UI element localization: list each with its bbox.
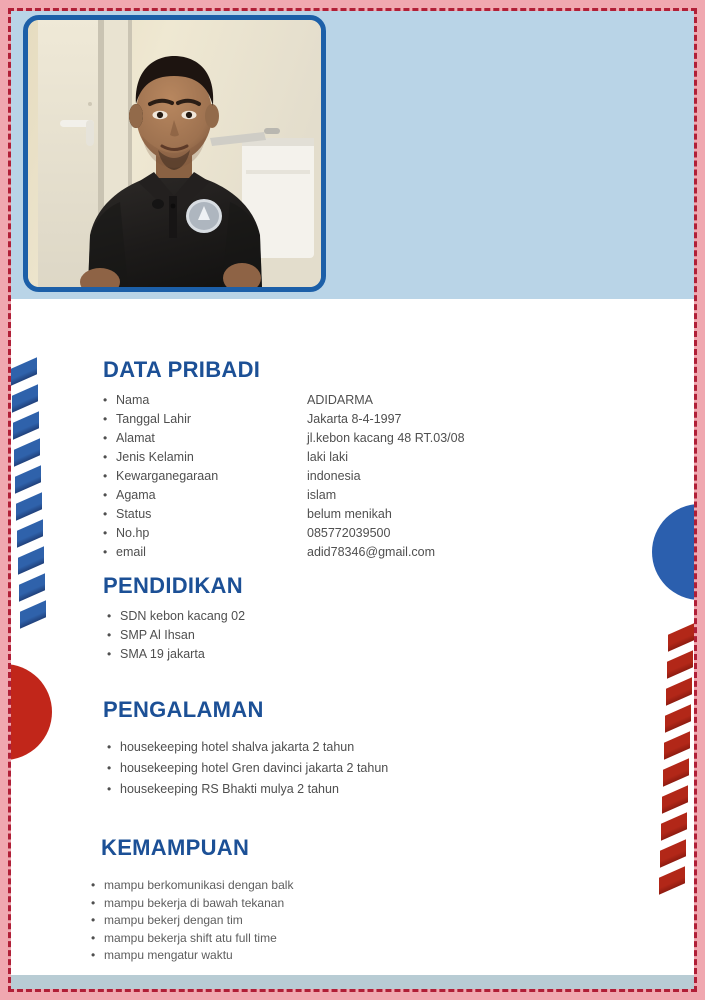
list-item: • Status	[103, 505, 218, 524]
list-item: • Tanggal Lahir	[103, 410, 218, 429]
list-item: • housekeeping hotel shalva jakarta 2 tahun	[107, 737, 388, 758]
list-item: • housekeeping RS Bhakti mulya 2 tahun	[107, 779, 388, 800]
ribbon-stripe	[666, 677, 692, 706]
personal-data-values	[307, 391, 465, 562]
list-item: • Jenis Kelamin	[103, 448, 218, 467]
list-item: • mampu mengatur waktu	[91, 947, 293, 965]
value-status: belum menikah	[307, 507, 392, 521]
section-personal-data	[11, 357, 694, 559]
list-item: • mampu bekerja di bawah tekanan	[91, 895, 293, 913]
section-title-education: PENDIDIKAN	[103, 573, 243, 598]
list-item: • mampu berkomunikasi dengan balk	[91, 877, 293, 895]
section-title-experience: PENGALAMAN	[103, 697, 264, 722]
education-list	[107, 607, 245, 664]
ribbon-stripe	[14, 438, 40, 467]
ribbon-stripe	[667, 650, 693, 679]
list-item: • No.hp	[103, 524, 218, 543]
ribbon-stripe	[18, 546, 44, 575]
skills-list	[91, 877, 293, 965]
value-birthdate: Jakarta 8-4-1997	[307, 412, 402, 426]
ribbon-stripe	[13, 411, 39, 440]
section-skills	[11, 837, 694, 987]
list-item: • mampu bekerj dengan tim	[91, 912, 293, 930]
profile-photo-frame	[23, 15, 326, 292]
value-name: ADIDARMA	[307, 393, 373, 407]
section-experience	[11, 699, 694, 819]
ribbon-stripe	[662, 785, 688, 814]
value-email: adid78346@gmail.com	[307, 545, 436, 559]
cv-document-sheet	[11, 11, 694, 989]
personal-data-labels	[103, 391, 218, 562]
section-title-skills: KEMAMPUAN	[101, 835, 250, 860]
value-address: jl.kebon kacang 48 RT.03/08	[307, 431, 465, 445]
ribbon-stripe	[17, 519, 43, 548]
ribbon-stripe	[663, 758, 689, 787]
decorative-ribbon-right	[656, 629, 694, 919]
ribbon-stripe	[15, 465, 41, 494]
list-item: • email	[103, 543, 218, 562]
list-item: • Kewarganegaraan	[103, 467, 218, 486]
ribbon-stripe	[661, 812, 687, 841]
list-item: • Nama	[103, 391, 218, 410]
experience-list	[107, 737, 388, 800]
value-gender: laki laki	[307, 450, 348, 464]
list-item: • SMA 19 jakarta	[107, 645, 245, 664]
list-item: • housekeeping hotel Gren davinci jakarta 2 tahun	[107, 758, 388, 779]
decorative-ribbon-left	[11, 363, 45, 663]
section-title-personal-data: DATA PRIBADI	[103, 357, 261, 382]
list-item: • SDN kebon kacang 02	[107, 607, 245, 626]
list-item: • Alamat	[103, 429, 218, 448]
ribbon-stripe	[665, 704, 691, 733]
ribbon-stripe	[16, 492, 42, 521]
ribbon-stripe	[12, 384, 38, 413]
list-item: • mampu bekerja shift atu full time	[91, 930, 293, 948]
value-religion: islam	[307, 488, 337, 502]
section-education	[11, 575, 694, 685]
ribbon-stripe	[664, 731, 690, 760]
value-phone: 085772039500	[307, 526, 391, 540]
personal-data-table	[11, 391, 694, 567]
value-nationality: indonesia	[307, 469, 361, 483]
list-item: • SMP Al Ihsan	[107, 626, 245, 645]
ribbon-stripe	[660, 839, 686, 868]
list-item: • Agama	[103, 486, 218, 505]
ribbon-stripe	[20, 600, 46, 629]
ribbon-stripe	[19, 573, 45, 602]
profile-photo	[28, 20, 321, 287]
ribbon-stripe	[659, 866, 685, 895]
